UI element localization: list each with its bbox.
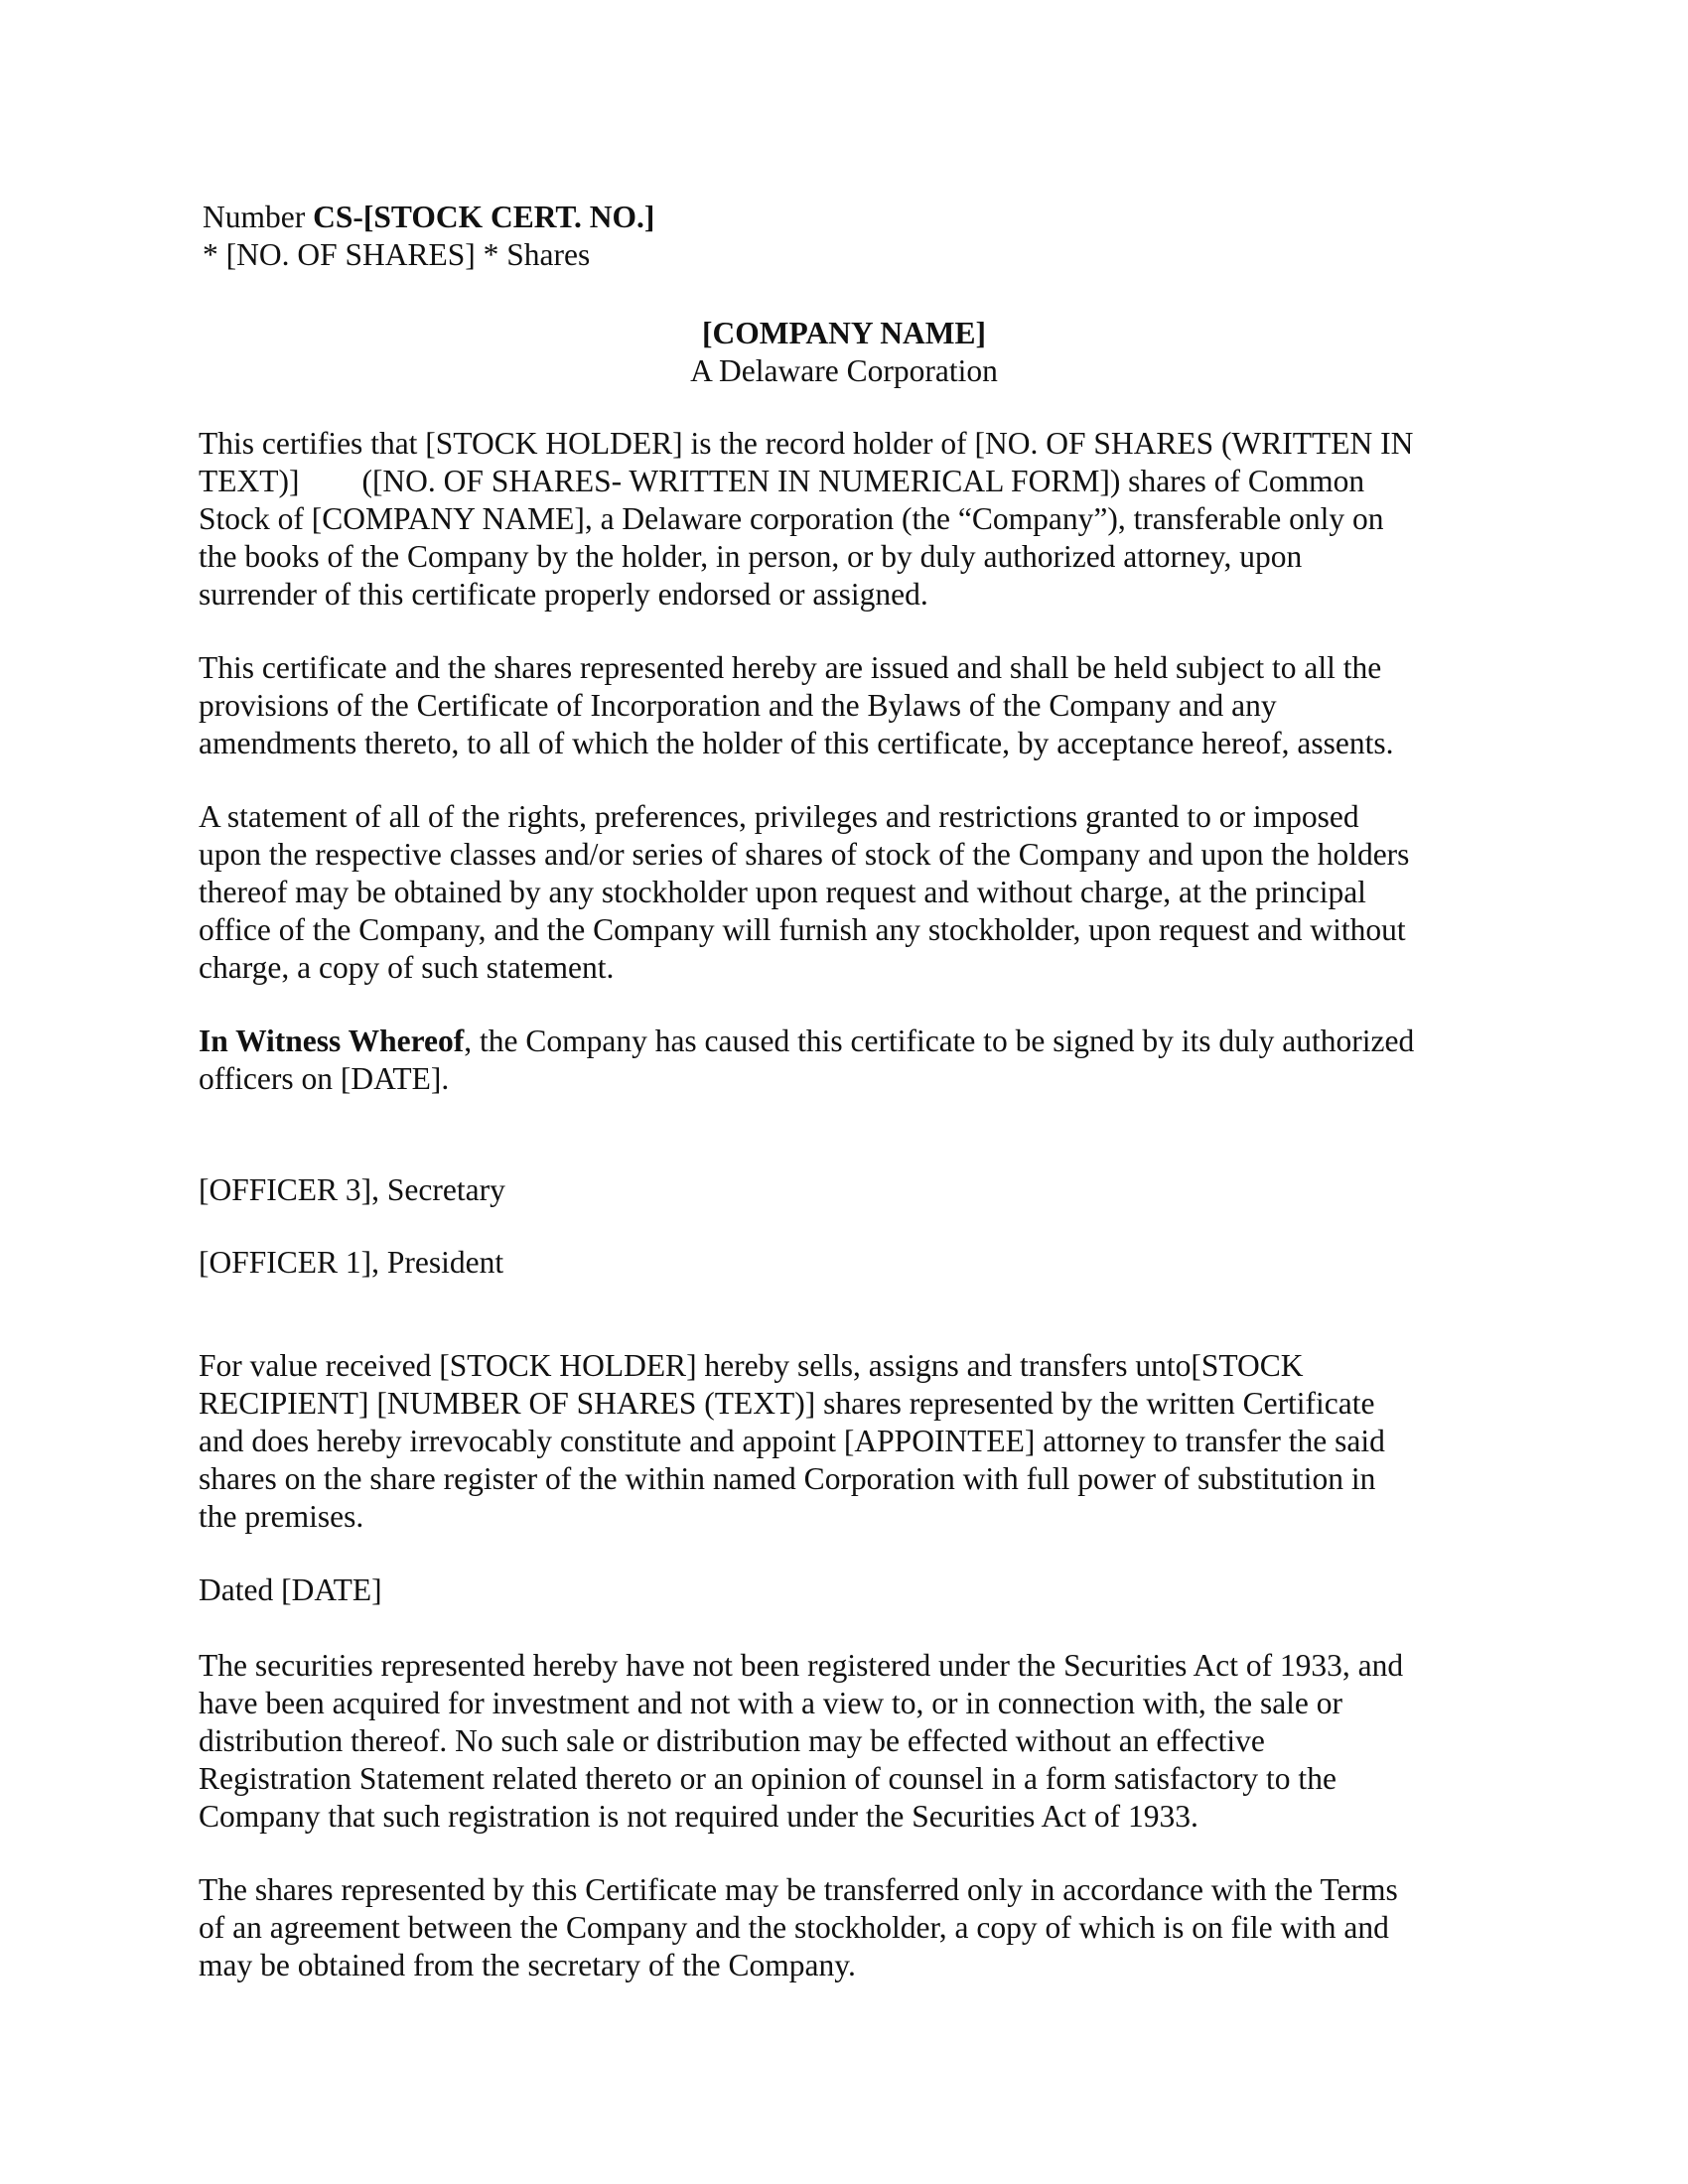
- paragraph-line: officers on [DATE].: [199, 1061, 450, 1096]
- dated-text: Dated [DATE]: [199, 1572, 382, 1607]
- paragraph-line: thereof may be obtained by any stockholder upon request and without charge, at the principal: [199, 875, 1366, 909]
- paragraph-line: amendments thereto, to all of which the holder of this certificate, by acceptance hereof, assents.: [199, 726, 1394, 760]
- paragraph-line: The shares represented by this Certificate may be transferred only in accordance with the Terms: [199, 1872, 1398, 1907]
- paragraph-line: charge, a copy of such statement.: [199, 950, 615, 985]
- paragraph-line: For value received [STOCK HOLDER] hereby sells, assigns and transfers unto[STOCK: [199, 1348, 1304, 1383]
- paragraph-line: the premises.: [199, 1499, 364, 1534]
- president-name: [OFFICER 1], President: [199, 1245, 504, 1280]
- certificate-number: CS-[STOCK CERT. NO.]: [313, 200, 655, 234]
- paragraph-line: The securities represented hereby have not been registered under the Securities Act of 1933, and: [199, 1648, 1404, 1683]
- paragraph-line: distribution thereof. No such sale or distribution may be effected without an effective: [199, 1723, 1265, 1758]
- secretary-signature-line: [199, 1171, 1489, 1209]
- paragraph-line: the books of the Company by the holder, in person, or by duly authorized attorney, upon: [199, 539, 1303, 574]
- subject-paragraph: [199, 649, 1489, 762]
- number-prefix: Number: [203, 200, 314, 234]
- witness-paragraph: [199, 1023, 1489, 1098]
- agreement-paragraph: [199, 1871, 1489, 1984]
- certifies-paragraph: [199, 425, 1489, 614]
- paragraph-line: A statement of all of the rights, preferences, privileges and restrictions granted to or imposed: [199, 799, 1359, 834]
- witness-heading: In Witness Whereof: [199, 1024, 465, 1058]
- paragraph-line: TEXT)] ([NO. OF SHARES- WRITTEN IN NUMERICAL FORM]) shares of Common: [199, 464, 1365, 498]
- president-signature-line: [199, 1244, 1489, 1282]
- company-name: [COMPANY NAME]: [701, 316, 987, 350]
- paragraph-line: RECIPIENT] [NUMBER OF SHARES (TEXT)] shares represented by the written Certificate: [199, 1386, 1375, 1421]
- paragraph-line: This certificate and the shares represented hereby are issued and shall be held subject to all the: [199, 650, 1382, 685]
- paragraph-line: shares on the share register of the within named Corporation with full power of substitution in: [199, 1461, 1376, 1496]
- paragraph-line: upon the respective classes and/or series of shares of stock of the Company and upon the holders: [199, 837, 1410, 872]
- paragraph-line: Stock of [COMPANY NAME], a Delaware corporation (the “Company”), transferable only on: [199, 501, 1384, 536]
- paragraph-line: This certifies that [STOCK HOLDER] is the record holder of [NO. OF SHARES (WRITTEN IN: [199, 426, 1414, 461]
- paragraph-line: of an agreement between the Company and the stockholder, a copy of which is on file with and: [199, 1910, 1389, 1945]
- certificate-header: [203, 199, 1493, 274]
- paragraph-line: have been acquired for investment and not with a view to, or in connection with, the sale or: [199, 1686, 1343, 1720]
- securities-paragraph: [199, 1647, 1489, 1836]
- paragraph-line: [199, 1023, 1489, 1060]
- paragraph-line: and does hereby irrevocably constitute and appoint [APPOINTEE] attorney to transfer the said: [199, 1424, 1385, 1458]
- secretary-name: [OFFICER 3], Secretary: [199, 1172, 505, 1207]
- certificate-number-line: [203, 199, 1493, 236]
- paragraph-line: Registration Statement related thereto or an opinion of counsel in a form satisfactory to the: [199, 1761, 1336, 1796]
- certificate-title: [0, 315, 1688, 390]
- statement-paragraph: [199, 798, 1489, 987]
- paragraph-line: office of the Company, and the Company will furnish any stockholder, upon request and without: [199, 912, 1406, 947]
- witness-text: , the Company has caused this certificate to be signed by its duly authorized: [464, 1024, 1415, 1058]
- paragraph-line: provisions of the Certificate of Incorporation and the Bylaws of the Company and any: [199, 688, 1277, 723]
- paragraph-line: Company that such registration is not required under the Securities Act of 1933.: [199, 1799, 1198, 1834]
- shares-count-line: * [NO. OF SHARES] * Shares: [203, 237, 591, 272]
- transfer-paragraph: [199, 1347, 1489, 1536]
- dated-line: [199, 1571, 1489, 1609]
- company-subtitle: A Delaware Corporation: [690, 353, 998, 388]
- paragraph-line: surrender of this certificate properly endorsed or assigned.: [199, 577, 928, 612]
- paragraph-line: may be obtained from the secretary of the Company.: [199, 1948, 856, 1982]
